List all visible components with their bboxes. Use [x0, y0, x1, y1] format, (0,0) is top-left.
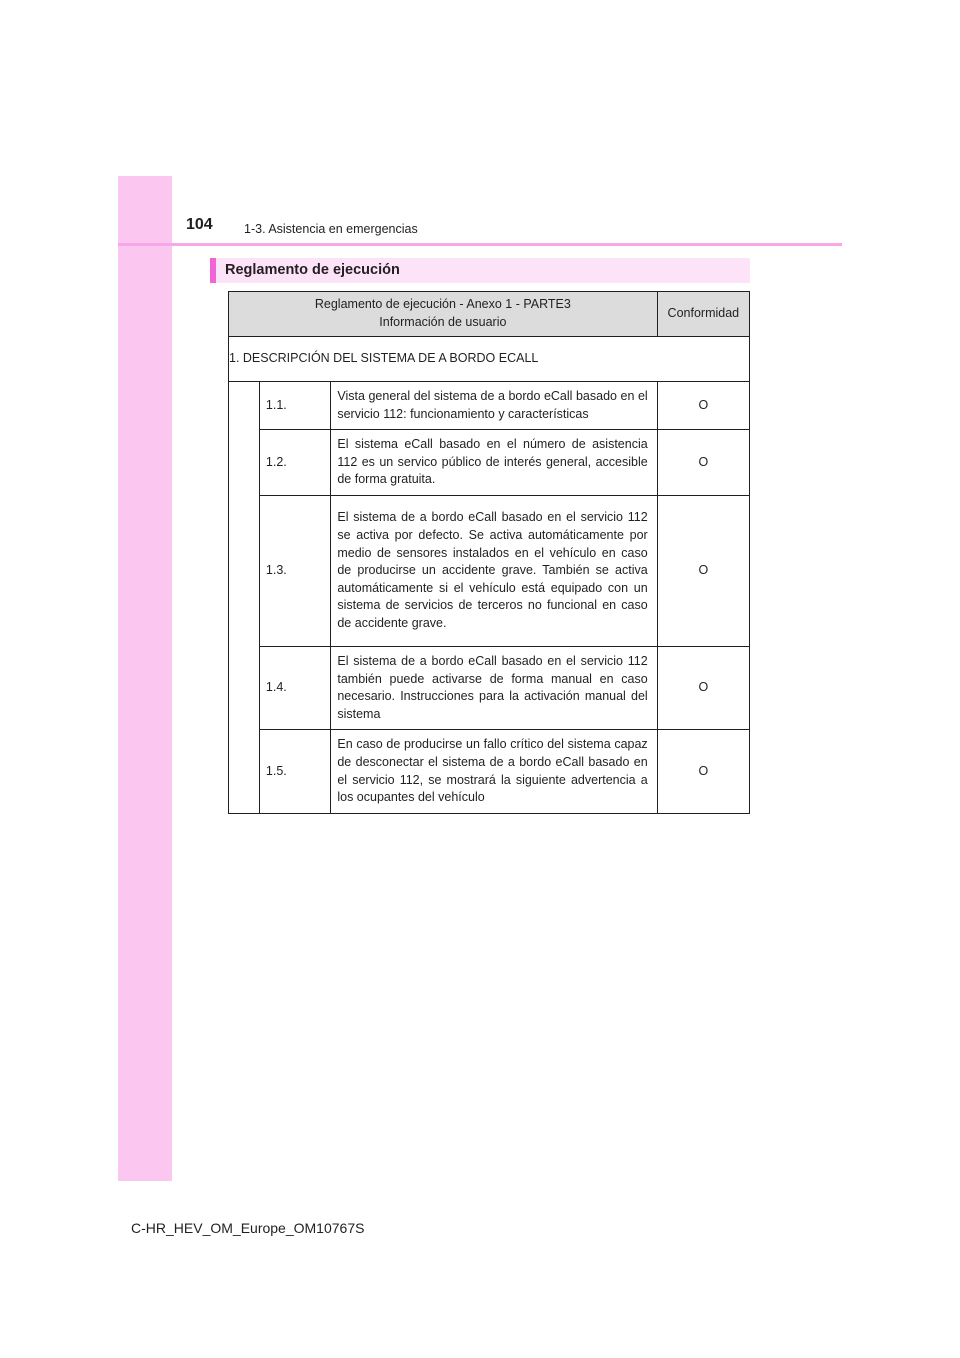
header-line-2: Información de usuario	[379, 315, 507, 329]
row-conformity: O	[657, 495, 749, 646]
section-header: 1-3. Asistencia en emergencias	[244, 222, 418, 236]
row-text: El sistema de a bordo eCall basado en el servicio 112 se activa por defecto. Se activa automáticamente por medio de sensores instalados en el vehículo en caso de producirse un accidente grave. También se activa automáticamente si el vehículo está equipado con un sistema de servicios de terceros no funcional en caso de accidente grave.	[331, 495, 657, 646]
table-row	[229, 730, 750, 813]
row-conformity: O	[657, 382, 749, 430]
row-text: El sistema eCall basado en el número de asistencia 112 es un servico público de interés general, accesible de forma gratuita.	[331, 430, 657, 496]
row-conformity: O	[657, 646, 749, 729]
row-number: 1.1.	[259, 382, 330, 430]
row-number: 1.2.	[259, 430, 330, 496]
table-header-row	[229, 292, 750, 337]
indent-cell	[229, 382, 260, 814]
footer-document-code: C-HR_HEV_OM_Europe_OM10767S	[131, 1220, 365, 1236]
side-tab-strip	[118, 176, 172, 1181]
table-header-conformity: Conformidad	[657, 292, 749, 337]
section-row	[229, 337, 750, 382]
title-bar	[210, 258, 750, 283]
row-number: 1.4.	[259, 646, 330, 729]
page-title: Reglamento de ejecución	[225, 262, 400, 278]
header-line-1: Reglamento de ejecución - Anexo 1 - PARTE3	[314, 297, 571, 312]
table-row	[229, 495, 750, 646]
title-accent	[210, 258, 216, 283]
table-header-main	[229, 292, 658, 337]
table-row	[229, 382, 750, 430]
row-text: En caso de producirse un fallo crítico del sistema capaz de desconectar el sistema de a bordo eCall basado en el servicio 112, se mostrará la siguiente advertencia a los ocupantes del vehículo	[331, 730, 657, 813]
page-number: 104	[186, 216, 213, 233]
header-divider	[118, 243, 842, 246]
section-description: 1. DESCRIPCIÓN DEL SISTEMA DE A BORDO ECALL	[229, 337, 750, 382]
row-text: Vista general del sistema de a bordo eCall basado en el servicio 112: funcionamiento y características	[331, 382, 657, 430]
row-text: El sistema de a bordo eCall basado en el servicio 112 también puede activarse de forma manual en caso necesario. Instrucciones para la activación manual del sistema	[331, 646, 657, 729]
row-number: 1.3.	[259, 495, 330, 646]
table-row	[229, 646, 750, 729]
table-row	[229, 430, 750, 496]
row-conformity: O	[657, 730, 749, 813]
row-conformity: O	[657, 430, 749, 496]
row-number: 1.5.	[259, 730, 330, 813]
regulation-table	[228, 291, 750, 814]
